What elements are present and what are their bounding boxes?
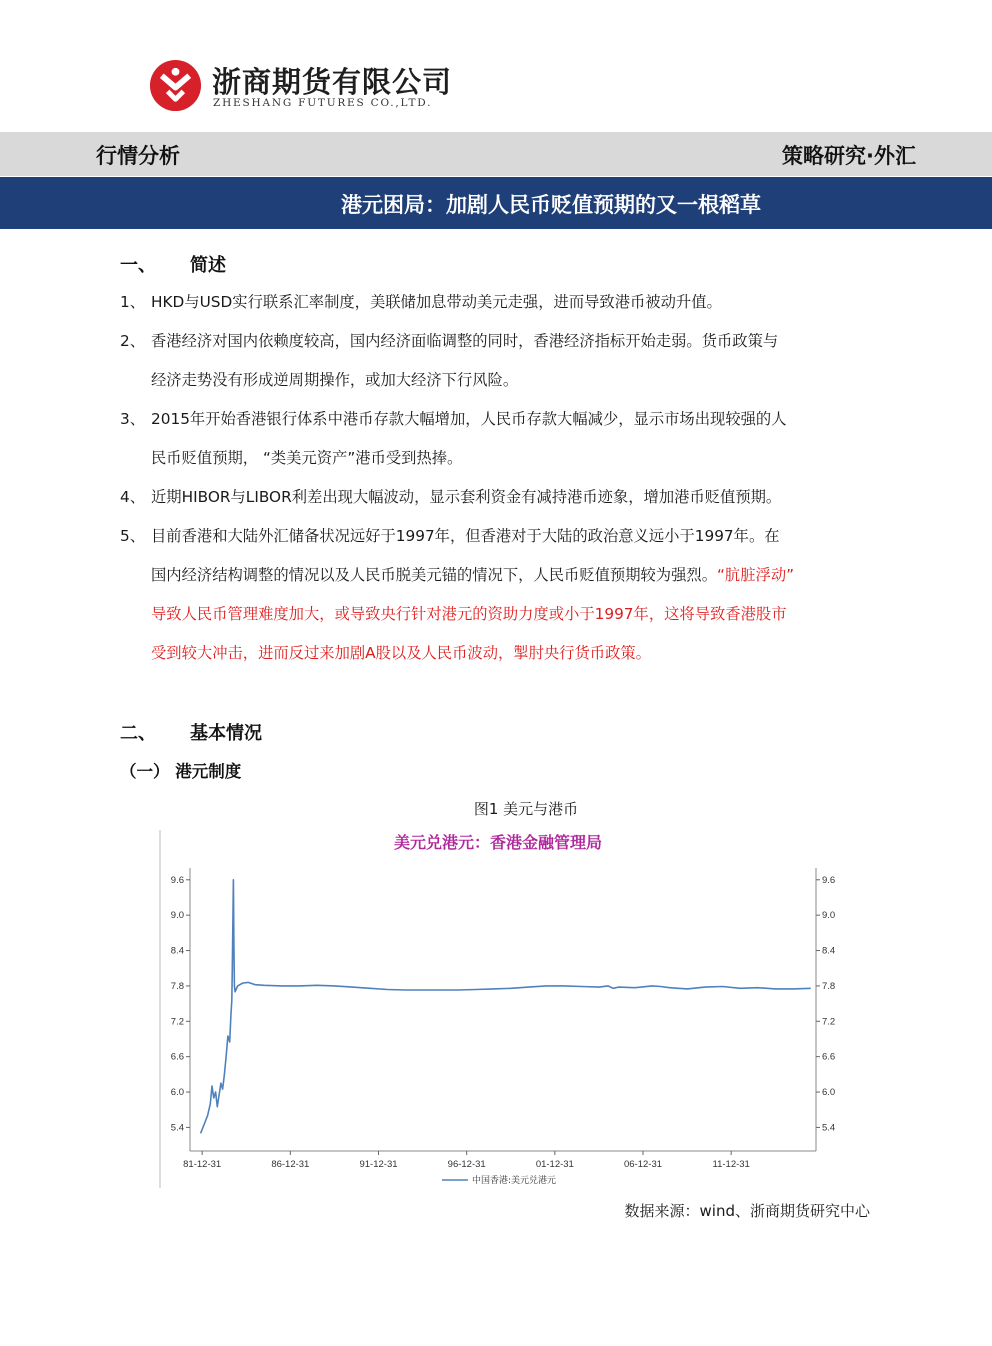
- data-source: 数据来源：wind、浙商期货研究中心: [624, 1202, 870, 1220]
- x-tick-label: 96-12-31: [447, 1159, 486, 1170]
- legend-label: 中国香港:美元兑港元: [472, 1176, 557, 1186]
- report-title-bar: [0, 177, 992, 229]
- y-tick-label-right: 9.6: [822, 874, 836, 886]
- company-logo-icon: [148, 58, 203, 113]
- section-title: 基本情况: [190, 723, 262, 744]
- list-item-number: 3、: [120, 410, 146, 428]
- list-item-text-mixed: [151, 563, 794, 585]
- x-tick-label: 86-12-31: [271, 1159, 310, 1170]
- subsection-heading: （一） 港元制度: [120, 762, 242, 781]
- y-tick-label-right: 5.4: [822, 1122, 836, 1134]
- x-tick-label: 81-12-31: [183, 1159, 222, 1170]
- report-section: 策略研究·外汇: [782, 144, 916, 168]
- section-number: 一、: [120, 255, 156, 276]
- section-heading-summary: [120, 251, 226, 277]
- y-tick-label-right: 6.6: [822, 1051, 836, 1063]
- series-line-usd-hkd: [201, 880, 811, 1134]
- x-tick-label: 06-12-31: [623, 1159, 663, 1170]
- chart-title: 美元兑港元：香港金融管理局: [393, 835, 603, 852]
- usd-hkd-chart: [150, 826, 846, 1190]
- report-category: 行情分析: [96, 144, 180, 168]
- y-tick-label-left: 5.4: [170, 1122, 184, 1134]
- list-item-text: 民币贬值预期， “类美元资产”港币受到热捧。: [151, 449, 463, 467]
- y-tick-label-left: 9.6: [170, 874, 184, 886]
- y-tick-label-right: 7.8: [822, 980, 836, 992]
- y-tick-label-left: 7.8: [170, 980, 184, 992]
- list-item-number: 4、: [120, 488, 146, 506]
- x-tick-label: 11-12-31: [712, 1159, 750, 1170]
- section-number: 二、: [120, 723, 156, 744]
- highlight-text: 导致人民币管理难度加大，或导致央行针对港元的资助力度或小于1997年，这将导致香港股市: [151, 605, 787, 623]
- y-tick-label-right: 8.4: [822, 945, 836, 957]
- list-item-text: HKD与USD实行联系汇率制度，美联储加息带动美元走强，进而导致港币被动升值。: [151, 293, 722, 311]
- y-tick-label-right: 7.2: [822, 1016, 836, 1028]
- list-item-text: 国内经济结构调整的情况以及人民币脱美元锚的情况下，人民币贬值预期较为强烈。: [151, 566, 717, 584]
- company-name-cn: 浙商期货有限公司: [212, 65, 453, 99]
- company-logo: [148, 58, 453, 116]
- section-heading-basics: [120, 719, 262, 745]
- list-item-number: 5、: [120, 527, 146, 545]
- figure-caption: 图1 美元与港币: [473, 800, 579, 818]
- y-tick-label-left: 6.6: [170, 1051, 184, 1063]
- company-name-en: ZHESHANG FUTURES CO.,LTD.: [213, 97, 433, 109]
- list-item-text: 近期HIBOR与LIBOR利差出现大幅波动，显示套利资金有减持港币迹象，增加港币贬值预期。: [151, 488, 782, 506]
- y-tick-label-right: 6.0: [822, 1087, 836, 1099]
- y-tick-label-left: 7.2: [170, 1016, 184, 1028]
- list-item-text: 目前香港和大陆外汇储备状况远好于1997年，但香港对于大陆的政治意义远小于1997年。在: [151, 527, 780, 545]
- list-item-text: 2015年开始香港银行体系中港币存款大幅增加，人民币存款大幅减少，显示市场出现较强的人: [151, 410, 787, 428]
- list-item-text: 香港经济对国内依赖度较高，国内经济面临调整的同时，香港经济指标开始走弱。货币政策与: [151, 332, 779, 350]
- list-item-number: 2、: [120, 332, 146, 350]
- highlight-text: 受到较大冲击，进而反过来加剧A股以及人民币波动，掣肘央行货币政策。: [151, 644, 651, 662]
- report-category-bar: [0, 132, 992, 176]
- y-tick-label-right: 9.0: [822, 910, 836, 922]
- y-tick-label-left: 8.4: [170, 945, 184, 957]
- y-tick-label-left: 6.0: [170, 1087, 184, 1099]
- x-tick-label: 01-12-31: [535, 1159, 574, 1170]
- list-item-text: 经济走势没有形成逆周期操作，或加大经济下行风险。: [151, 371, 519, 389]
- section-title: 简述: [190, 255, 226, 276]
- x-tick-label: 91-12-31: [359, 1159, 398, 1170]
- y-tick-label-left: 9.0: [170, 910, 184, 922]
- list-item-number: 1、: [120, 293, 146, 311]
- highlight-text: “肮脏浮动”: [717, 566, 795, 584]
- report-title: 港元困局：加剧人民币贬值预期的又一根稻草: [341, 193, 761, 217]
